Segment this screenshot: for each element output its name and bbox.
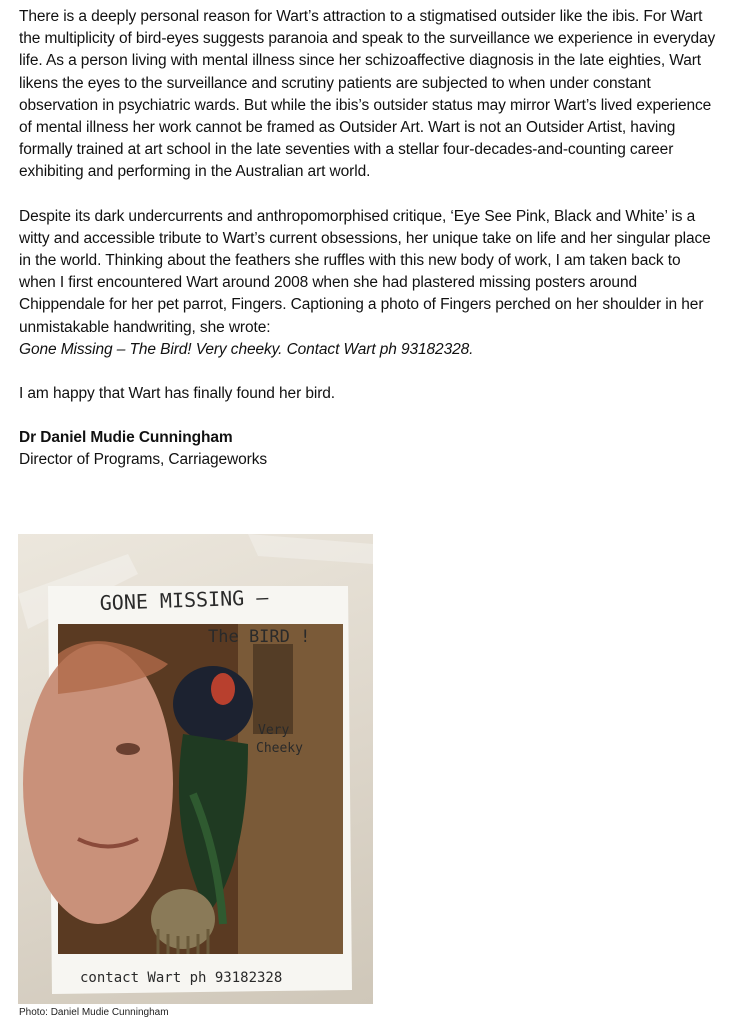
signature-title: Director of Programs, Carriageworks: [19, 451, 268, 469]
poster-illustration: [18, 534, 373, 1004]
quote-line: [19, 339, 719, 361]
signature-name: Dr Daniel Mudie Cunningham: [19, 429, 233, 447]
handwriting-top-1: GONE MISSING –: [99, 585, 269, 615]
closing-line: I am happy that Wart has finally found her bird.: [19, 385, 335, 403]
tape-strip-right: [248, 534, 373, 564]
paragraph-1: There is a deeply personal reason for Wart’s attraction to a stigmatised outsider like the ibis. For Wart the multiplicity of bird-eyes suggests paranoia and speak to the surveillance we experience in everyday life. As a person living with mental illness since her schizoaffective diagnosis in the late eighties, Wart likens the eyes to the surveillance and scrutiny patients are subjected to when under constant observation in psychiatric wards. But while the ibis’s outsider status may mirror Wart’s lived experience of mental illness her work cannot be framed as Outsider Art. Wart is not an Outsider Artist, having formally trained at art school in the late seventies with a stellar four-decades-and-counting career exhibiting and performing in the Australian art world.: [19, 8, 716, 181]
handwriting-side-1: Very: [258, 723, 290, 738]
quote-text: Gone Missing – The Bird! Very cheeky. Contact Wart ph 93182328.: [19, 340, 474, 358]
parrot-head: [173, 666, 253, 742]
body-text: [19, 6, 719, 472]
handwriting-side-2: Cheeky: [256, 741, 303, 756]
paragraph-2: Despite its dark undercurrents and anthropomorphised critique, ‘Eye See Pink, Black and White’ is a witty and accessible tribute to Wart’s current obsessions, her unique take on life and her singular place in the world. Thinking about the feathers she ruffles with this new body of work, I am taken back to when I first encountered Wart around 2008 when she had plastered missing posters around Chippendale for her pet parrot, Fingers. Captioning a photo of Fingers perched on her shoulder in her unmistakable handwriting, she wrote:: [19, 207, 711, 336]
signature-block: [19, 427, 719, 471]
handwriting-bottom: contact Wart ph 93182328: [80, 970, 283, 986]
missing-poster-photo: [18, 534, 373, 1004]
epaulette: [151, 889, 215, 949]
handwriting-top-2: The BIRD !: [208, 627, 311, 647]
photo-caption: Photo: Daniel Mudie Cunningham: [19, 1007, 169, 1018]
